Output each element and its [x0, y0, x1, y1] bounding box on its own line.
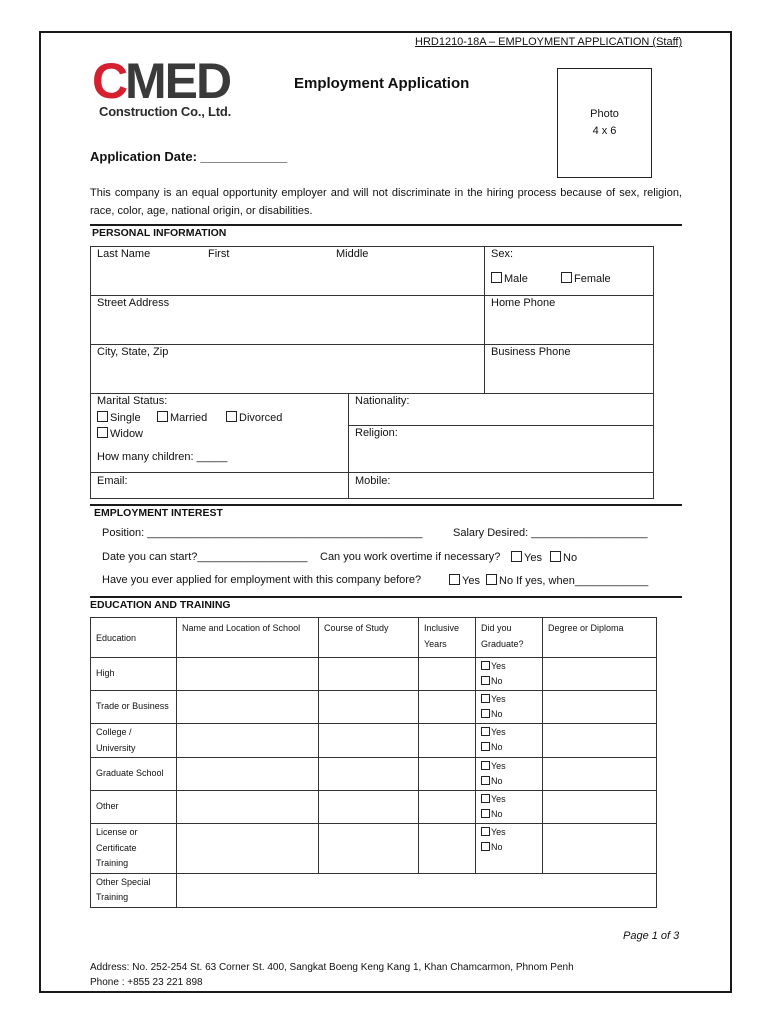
graduated-yes-checkbox[interactable] [481, 761, 490, 770]
photo-box[interactable] [557, 68, 652, 178]
single-checkbox[interactable] [97, 411, 108, 422]
col-school: Name and Location of School [177, 618, 319, 658]
logo-letter-c: C [92, 58, 126, 102]
overtime-no-option[interactable]: No [550, 551, 577, 564]
divorced-option[interactable]: Divorced [226, 411, 282, 424]
application-date[interactable]: Application Date: ____________ [90, 149, 288, 164]
graduated-no-option[interactable]: No [481, 840, 537, 855]
education-graduated-cell[interactable] [476, 658, 543, 691]
graduated-no-option[interactable]: No [481, 674, 537, 689]
single-option[interactable]: Single [97, 411, 141, 424]
sex-label: Sex: [491, 248, 514, 260]
graduated-yes-checkbox[interactable] [481, 827, 490, 836]
graduated-yes-option[interactable]: Yes [481, 659, 537, 674]
footer-address [90, 960, 574, 990]
overtime-yes-option[interactable]: Yes [511, 551, 542, 564]
business-phone-label[interactable]: Business Phone [491, 346, 571, 358]
education-course-cell[interactable] [319, 658, 419, 691]
graduated-yes-option[interactable]: Yes [481, 692, 537, 707]
education-years-cell[interactable] [419, 691, 476, 724]
education-years-cell[interactable] [419, 724, 476, 758]
row-divider [90, 393, 654, 394]
col-divider [348, 393, 349, 499]
graduated-yes-option[interactable]: Yes [481, 725, 537, 740]
col-years: Inclusive Years [419, 618, 476, 658]
photo-size: 4 x 6 [592, 125, 617, 137]
education-course-cell[interactable] [319, 724, 419, 758]
home-phone-label[interactable]: Home Phone [491, 297, 556, 309]
education-level-label: Other [91, 791, 177, 824]
married-checkbox[interactable] [157, 411, 168, 422]
col-course: Course of Study [319, 618, 419, 658]
section-rule [90, 504, 682, 506]
education-row [91, 691, 657, 724]
graduated-yes-checkbox[interactable] [481, 661, 490, 670]
education-years-cell[interactable] [419, 824, 476, 874]
education-school-cell[interactable] [177, 724, 319, 758]
mobile-label[interactable]: Mobile: [355, 475, 391, 487]
city-state-zip-label[interactable]: City, State, Zip [97, 346, 169, 358]
education-course-cell[interactable] [319, 791, 419, 824]
graduated-no-option[interactable]: No [481, 740, 537, 755]
position-field[interactable]: Position: _____________________________________________ [102, 527, 423, 539]
graduated-no-option[interactable]: No [481, 774, 537, 789]
applied-no-option[interactable]: No If yes, when____________ [486, 574, 648, 587]
education-row [91, 658, 657, 691]
graduated-no-checkbox[interactable] [481, 709, 490, 718]
first-name-label[interactable]: First [208, 248, 230, 260]
education-level-label: High [91, 658, 177, 691]
nationality-label[interactable]: Nationality: [355, 395, 410, 407]
graduated-yes-option[interactable]: Yes [481, 792, 537, 807]
education-graduated-cell[interactable] [476, 824, 543, 874]
education-row [91, 873, 657, 907]
last-name-label[interactable]: Last Name [97, 248, 151, 260]
applied-yes-checkbox[interactable] [449, 574, 460, 585]
col-graduate: Did you Graduate? [476, 618, 543, 658]
graduated-yes-checkbox[interactable] [481, 727, 490, 736]
education-school-cell[interactable] [177, 791, 319, 824]
graduated-no-checkbox[interactable] [481, 842, 490, 851]
education-school-cell[interactable] [177, 691, 319, 724]
religion-label[interactable]: Religion: [355, 427, 398, 439]
education-degree-cell[interactable] [543, 691, 657, 724]
education-course-cell[interactable] [319, 691, 419, 724]
logo-subtitle: Construction Co., Ltd. [99, 104, 232, 119]
education-graduated-cell[interactable] [476, 791, 543, 824]
graduated-no-option[interactable]: No [481, 707, 537, 722]
graduated-no-checkbox[interactable] [481, 776, 490, 785]
graduated-no-checkbox[interactable] [481, 742, 490, 751]
education-school-cell[interactable] [177, 758, 319, 791]
education-school-cell[interactable] [177, 824, 319, 874]
overtime-yes-checkbox[interactable] [511, 551, 522, 562]
email-label[interactable]: Email: [97, 475, 128, 487]
document-title: Employment Application [294, 75, 470, 92]
education-level-label: Other Special Training [91, 873, 177, 907]
applied-no-checkbox[interactable] [486, 574, 497, 585]
education-row [91, 791, 657, 824]
female-checkbox[interactable] [561, 272, 572, 283]
col-divider [484, 246, 485, 393]
education-level-label: Graduate School [91, 758, 177, 791]
education-years-cell[interactable] [419, 791, 476, 824]
female-option[interactable]: Female [561, 272, 611, 285]
education-table [90, 617, 657, 908]
row-divider [90, 295, 654, 296]
row-divider [90, 344, 654, 345]
graduated-yes-option[interactable]: Yes [481, 825, 537, 840]
education-graduated-cell[interactable] [476, 691, 543, 724]
address-line: Address: No. 252-254 St. 63 Corner St. 400, Sangkat Boeng Keng Kang 1, Khan Chamcarmon, Phnom Penh [90, 962, 574, 973]
education-degree-cell[interactable] [543, 724, 657, 758]
education-course-cell[interactable] [319, 824, 419, 874]
overtime-question: Can you work overtime if necessary? [320, 551, 501, 563]
education-course-cell[interactable] [319, 758, 419, 791]
graduated-yes-checkbox[interactable] [481, 794, 490, 803]
education-graduated-cell[interactable] [476, 724, 543, 758]
education-row [91, 758, 657, 791]
street-address-label[interactable]: Street Address [97, 297, 170, 309]
widow-checkbox[interactable] [97, 427, 108, 438]
section-rule [90, 596, 682, 598]
phone-line: Phone : +855 23 221 898 [90, 977, 203, 988]
start-date-field[interactable]: Date you can start?__________________ [102, 551, 308, 563]
graduated-no-checkbox[interactable] [481, 676, 490, 685]
married-option[interactable]: Married [157, 411, 207, 424]
education-heading: EDUCATION AND TRAINING [90, 599, 231, 611]
graduated-yes-checkbox[interactable] [481, 694, 490, 703]
education-years-cell[interactable] [419, 758, 476, 791]
logo-letters-med: MED [125, 58, 231, 102]
section-rule [90, 224, 682, 226]
col-degree: Degree or Diploma [543, 618, 657, 658]
row-divider [90, 472, 654, 473]
children-count[interactable]: How many children: _____ [97, 451, 228, 463]
education-degree-cell[interactable] [543, 758, 657, 791]
employment-heading: EMPLOYMENT INTEREST [94, 507, 223, 519]
widow-option[interactable]: Widow [97, 427, 143, 440]
marital-status-label: Marital Status: [97, 395, 168, 407]
photo-label: Photo [590, 108, 619, 120]
col-education: Education [91, 618, 177, 658]
graduated-yes-option[interactable]: Yes [481, 759, 537, 774]
salary-field[interactable]: Salary Desired: ___________________ [453, 527, 648, 539]
graduated-no-option[interactable]: No [481, 807, 537, 822]
education-row [91, 724, 657, 758]
education-level-label: Trade or Business [91, 691, 177, 724]
logo-graphic [92, 58, 242, 102]
education-degree-cell[interactable] [543, 791, 657, 824]
education-degree-cell[interactable] [543, 824, 657, 874]
education-level-label: College / University [91, 724, 177, 758]
education-school-cell[interactable] [177, 658, 319, 691]
applied-yes-option[interactable]: Yes [449, 574, 480, 587]
row-divider [348, 425, 654, 426]
middle-name-label[interactable]: Middle [336, 248, 369, 260]
education-graduated-cell[interactable] [476, 758, 543, 791]
form-code: HRD1210-18A – EMPLOYMENT APPLICATION (Staff) [415, 36, 683, 48]
personal-heading: PERSONAL INFORMATION [92, 227, 227, 239]
education-row [91, 824, 657, 874]
page-number: Page 1 of 3 [623, 930, 680, 942]
intro-paragraph: This company is an equal opportunity employer and will not discriminate in the hiring process because of sex, religion, race, color, age, national origin, or disabilities. [90, 187, 682, 217]
overtime-no-checkbox[interactable] [550, 551, 561, 562]
divorced-checkbox[interactable] [226, 411, 237, 422]
male-checkbox[interactable] [491, 272, 502, 283]
education-level-label: License or Certificate Training [91, 824, 177, 874]
special-training-cell[interactable] [177, 873, 657, 907]
applied-before-question: Have you ever applied for employment with this company before? [102, 574, 422, 586]
education-years-cell[interactable] [419, 658, 476, 691]
male-option[interactable]: Male [491, 272, 528, 285]
education-degree-cell[interactable] [543, 658, 657, 691]
graduated-no-checkbox[interactable] [481, 809, 490, 818]
education-header-row [91, 618, 657, 658]
